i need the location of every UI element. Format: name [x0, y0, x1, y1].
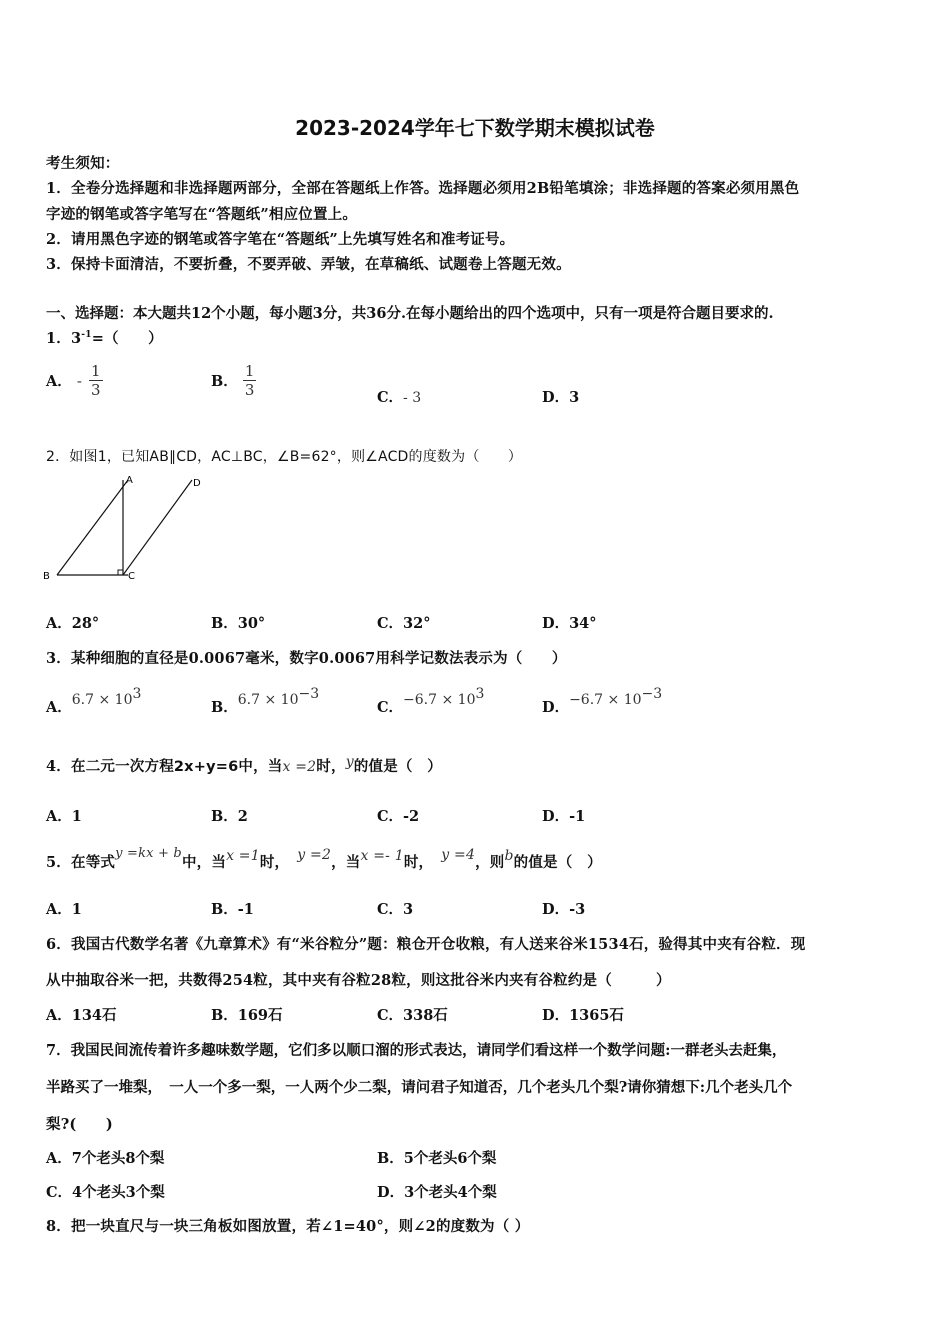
q1-option-b[interactable]: B． $\frac{1}{3}$ — [211, 362, 255, 399]
q7-option-b[interactable]: B．5个老头6个梨 — [377, 1150, 497, 1167]
q2-option-c[interactable]: C．32° — [377, 615, 431, 632]
question-7-line: 梨?( ) — [46, 1116, 113, 1133]
question-5-stem: 5．在等式y =kx + b中，当x =1时， y =2，当x =- 1时， y =4，则b的值是（ ） — [46, 846, 602, 871]
q4-option-d[interactable]: D．-1 — [542, 808, 586, 825]
q5-option-a[interactable]: A．1 — [46, 901, 82, 918]
section-header: 一、选择题：本大题共12个小题，每小题3分，共36分.在每小题给出的四个选项中，只有一项是符合题目要求的. — [46, 305, 774, 322]
q5-option-c[interactable]: C．3 — [377, 901, 414, 918]
q4-option-a[interactable]: A．1 — [46, 808, 82, 825]
label-a: A — [126, 475, 133, 486]
question-3-stem: 3．某种细胞的直径是0.0067毫米，数字0.0067用科学记数法表示为（ ） — [46, 650, 567, 667]
q7-option-a[interactable]: A．7个老头8个梨 — [46, 1150, 165, 1167]
q3-option-b[interactable]: B．6.7 × 10−3 — [211, 686, 320, 716]
q6-option-d[interactable]: D．1365石 — [542, 1007, 624, 1024]
page-title: 2023-2024学年七下数学期末模拟试卷 — [295, 116, 655, 140]
q2-option-d[interactable]: D．34° — [542, 615, 597, 632]
q3-option-c[interactable]: C．−6.7 × 103 — [377, 686, 485, 716]
notice-header: 考生须知： — [46, 155, 120, 172]
q7-option-d[interactable]: D．3个老头4个梨 — [377, 1184, 497, 1201]
question-6-line: 从中抽取谷米一把，共数得254粒，其中夹有谷粒28粒，则这批谷米内夹有谷粒约是（ ） — [46, 972, 671, 989]
question-2-stem: 2．如图1，已知AB∥CD，AC⊥BC，∠B=62°，则∠ACD的度数为（ ） — [46, 449, 523, 465]
q4-option-c[interactable]: C．-2 — [377, 808, 420, 825]
q7-option-c[interactable]: C．4个老头3个梨 — [46, 1184, 165, 1201]
notice-line: 2．请用黑色字迹的钢笔或答字笔在“答题纸”上先填写姓名和准考证号。 — [46, 231, 515, 248]
q1-option-a[interactable]: A． - $\frac{1}{3}$ — [46, 362, 101, 399]
notice-line: 3．保持卡面清洁，不要折叠，不要弄破、弄皱，在草稿纸、试题卷上答题无效。 — [46, 256, 571, 273]
q1-option-d[interactable]: D．3 — [542, 389, 580, 406]
line-cd — [123, 480, 192, 575]
question-4-stem: 4．在二元一次方程2x+y=6中，当x =2时，y的值是（ ） — [46, 754, 442, 775]
question-7-line: 半路买了一堆梨， 一人一个多一梨，一人两个少二梨，请问君子知道否，几个老头几个梨?请你猜想下:几个老头几个 — [46, 1079, 793, 1096]
q6-option-a[interactable]: A．134石 — [46, 1007, 117, 1024]
question-6-line: 6．我国古代数学名著《九章算术》有“米谷粒分”题：粮仓开仓收粮，有人送来谷米1534石，验得其中夹有谷粒．现 — [46, 936, 806, 953]
label-d: D — [193, 478, 201, 489]
q3-option-a[interactable]: A．6.7 × 103 — [46, 686, 142, 716]
question-8-stem: 8．把一块直尺与一块三角板如图放置，若∠1=40°，则∠2的度数为（ ） — [46, 1218, 530, 1235]
q3-option-d[interactable]: D．−6.7 × 10−3 — [542, 686, 663, 716]
notice-line: 1．全卷分选择题和非选择题两部分，全部在答题纸上作答。选择题必须用2B铅笔填涂；非选择题的答案必须用黑色 — [46, 180, 800, 197]
question-1-stem: 1．$3^{-1}=$（ ） — [46, 330, 163, 347]
triangle-figure — [40, 473, 210, 585]
label-c: C — [128, 571, 135, 582]
q1-option-c[interactable]: C．- 3 — [377, 389, 422, 406]
q5-option-b[interactable]: B．-1 — [211, 901, 254, 918]
q6-option-c[interactable]: C．338石 — [377, 1007, 448, 1024]
label-b: B — [43, 571, 50, 582]
q5-option-d[interactable]: D．-3 — [542, 901, 586, 918]
q4-option-b[interactable]: B．2 — [211, 808, 248, 825]
q6-option-b[interactable]: B．169石 — [211, 1007, 283, 1024]
q2-option-b[interactable]: B．30° — [211, 615, 266, 632]
right-angle-mark — [118, 570, 123, 575]
line-ab — [57, 480, 128, 575]
notice-line: 字迹的钢笔或答字笔写在“答题纸”相应位置上。 — [46, 206, 358, 223]
q2-option-a[interactable]: A．28° — [46, 615, 100, 632]
question-7-line: 7．我国民间流传着许多趣味数学题，它们多以顺口溜的形式表达，请同学们看这样一个数学问题:一群老头去赶集， — [46, 1042, 787, 1059]
